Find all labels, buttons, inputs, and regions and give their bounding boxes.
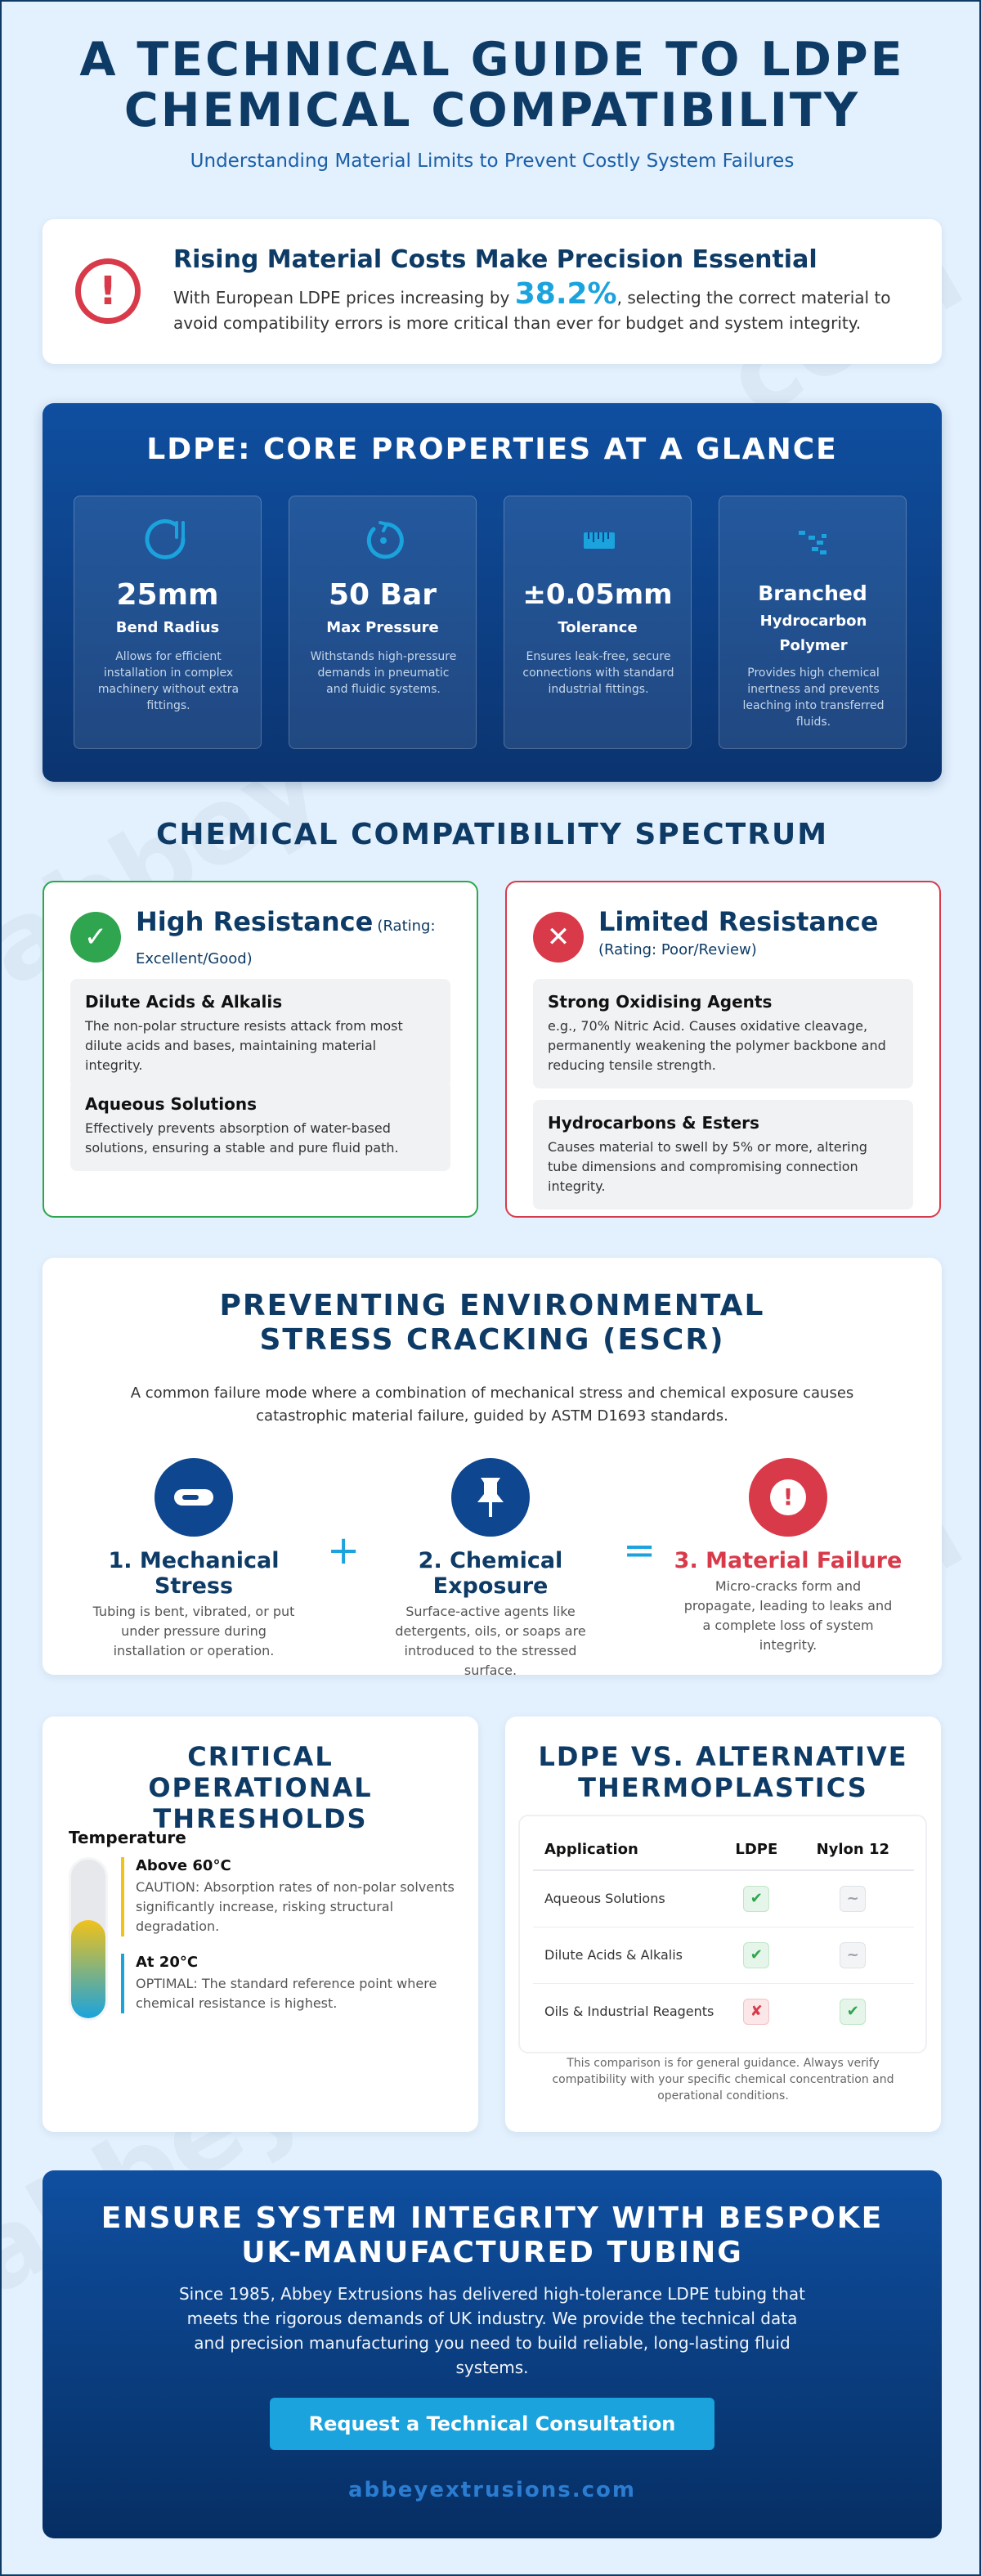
threshold-text: OPTIMAL: The standard reference point where chemical resistance is highest.	[136, 1976, 437, 2011]
x-circle-icon: ✕	[533, 912, 584, 963]
limited-resistance-heading	[598, 905, 925, 959]
comparison-table-container	[518, 1815, 927, 2053]
check-badge-icon: ✔	[743, 1886, 769, 1912]
escr-title: PREVENTING ENVIRONMENTAL STRESS CRACKING (ESCR)	[219, 1289, 765, 1357]
request-consultation-button[interactable]: Request a Technical Consultation	[270, 2398, 714, 2450]
high-resistance-rating: (Rating: Excellent/Good)	[136, 918, 436, 967]
price-alert-card	[43, 219, 942, 364]
escr-step-chemical-exposure	[368, 1458, 613, 1681]
ldpe-cell	[721, 1870, 792, 1927]
thresholds-panel	[43, 1717, 478, 2132]
property-label: Bend Radius	[115, 619, 220, 636]
property-value: ±0.05mm	[522, 578, 673, 611]
threshold-text: CAUTION: Absorption rates of non-polar solvents significantly increase, risking structural degradation.	[136, 1879, 455, 1934]
pressure-icon	[359, 516, 408, 565]
bend-icon	[144, 516, 193, 565]
property-label: Max Pressure	[326, 619, 439, 636]
property-card-tolerance	[504, 496, 692, 749]
ldpe-cell	[721, 1927, 792, 1983]
thresholds-title: CRITICAL OPERATIONAL THRESHOLDS	[148, 1741, 373, 1834]
list-item	[70, 979, 450, 1088]
comparison-panel	[505, 1717, 941, 2132]
threshold-title: Above 60°C	[136, 1857, 231, 1874]
step-description: Surface-active agents like detergents, oils, or soaps are introduced to the stressed surface.	[395, 1604, 586, 1678]
website-link[interactable]: abbeyextrusions.com	[348, 2478, 636, 2502]
alert-title: Rising Material Costs Make Precision Essential	[173, 245, 818, 274]
high-resistance-heading	[136, 905, 463, 976]
property-card-bend-radius	[74, 496, 262, 749]
nylon-cell	[792, 1983, 914, 2040]
item-text: Effectively prevents absorption of water-based solutions, ensuring a stable and pure fluid path.	[85, 1120, 399, 1156]
nylon-cell	[792, 1870, 914, 1927]
application-cell: Aqueous Solutions	[533, 1870, 721, 1927]
cta-text: Since 1985, Abbey Extrusions has delivered high-tolerance LDPE tubing that meets the rigorous demands of UK industry. We provide the technical data and precision manufacturing you need to build reliable, long-lasting fluid systems.	[178, 2284, 806, 2377]
table-row	[533, 1927, 914, 1983]
application-cell: Dilute Acids & Alkalis	[533, 1927, 721, 1983]
item-text: The non-polar structure resists attack from most dilute acids and bases, maintaining material integrity.	[85, 1018, 403, 1073]
escr-panel	[43, 1258, 942, 1678]
core-properties-panel	[43, 403, 942, 782]
molecule-icon	[789, 516, 838, 565]
plus-operator: +	[327, 1528, 361, 1573]
cross-badge-icon: ✘	[743, 1999, 769, 2025]
tilde-badge-icon: ~	[840, 1942, 866, 1968]
item-text: Causes material to swell by 5% or more, altering tube dimensions and compromising connection integrity.	[548, 1139, 867, 1194]
step-title: 3. Material Failure	[674, 1548, 903, 1573]
item-title: Strong Oxidising Agents	[548, 992, 773, 1012]
core-properties-title: LDPE: CORE PROPERTIES AT A GLANCE	[146, 433, 838, 466]
property-description: Ensures leak-free, secure connections with standard industrial fittings.	[522, 650, 674, 696]
nylon-cell	[792, 1927, 914, 1983]
table-header-row	[533, 1829, 914, 1870]
alert-text-before: With European LDPE prices increasing by	[173, 288, 515, 307]
comparison-title: LDPE VS. ALTERNATIVE THERMOPLASTICS	[538, 1741, 908, 1803]
column-header: Application	[533, 1829, 721, 1870]
page-title: A TECHNICAL GUIDE TO LDPE CHEMICAL COMPATIBILITY	[79, 33, 905, 137]
stress-icon	[155, 1458, 233, 1537]
check-badge-icon: ✔	[840, 1999, 866, 2025]
item-title: Dilute Acids & Alkalis	[85, 992, 283, 1012]
item-text: e.g., 70% Nitric Acid. Causes oxidative cleavage, permanently weakening the polymer backbone and reducing tensile strength.	[548, 1018, 886, 1073]
list-item	[533, 979, 913, 1088]
column-header: LDPE	[721, 1829, 792, 1870]
comparison-table	[533, 1829, 914, 2040]
table-row	[533, 1983, 914, 2040]
escr-description: A common failure mode where a combination of mechanical stress and chemical exposure causes catastrophic material failure, guided by ASTM D1693 standards.	[130, 1384, 854, 1425]
list-item	[533, 1100, 913, 1209]
step-title: 1. Mechanical Stress	[108, 1548, 280, 1599]
property-label: Tolerance	[558, 619, 638, 636]
property-description: Provides high chemical inertness and prevents leaching into transferred fluids.	[742, 666, 885, 729]
step-description: Micro-cracks form and propagate, leading to leaks and a complete loss of system integrity.	[683, 1578, 893, 1653]
comparison-note: This comparison is for general guidance. Always verify compatibility with your specific chemical concentration and operational conditions.	[552, 2057, 894, 2103]
step-title: 2. Chemical Exposure	[418, 1548, 563, 1599]
thermometer-icon	[69, 1857, 108, 2021]
limited-resistance-title: Limited Resistance	[598, 906, 879, 937]
step-description: Tubing is bent, vibrated, or put under pressure during installation or operation.	[92, 1604, 295, 1658]
threshold-at-20	[121, 1954, 456, 2013]
check-badge-icon: ✔	[743, 1942, 769, 1968]
tilde-badge-icon: ~	[840, 1886, 866, 1912]
property-value: Branched	[758, 581, 867, 605]
list-item	[70, 1081, 450, 1171]
alert-text	[173, 277, 909, 336]
property-card-polymer	[719, 496, 907, 749]
header	[2, 34, 981, 172]
property-description: Withstands high-pressure demands in pneumatic and fluidic systems.	[310, 650, 457, 696]
item-title: Hydrocarbons & Esters	[548, 1113, 759, 1133]
alert-text-after: , selecting the correct material to avoid compatibility errors is more critical than ever for budget and system integrity.	[173, 288, 891, 333]
ldpe-cell	[721, 1983, 792, 2040]
warning-circle-icon: !	[749, 1458, 827, 1537]
price-increase-percent: 38.2%	[514, 277, 617, 311]
property-card-max-pressure	[289, 496, 477, 749]
page-subtitle: Understanding Material Limits to Prevent Costly System Failures	[190, 150, 795, 172]
cta-title: ENSURE SYSTEM INTEGRITY WITH BESPOKE UK-MANUFACTURED TUBING	[101, 2201, 884, 2269]
exclamation-circle-icon: !	[75, 258, 141, 324]
threshold-above-60	[121, 1857, 456, 1936]
push-pin-icon	[451, 1458, 530, 1537]
temperature-label: Temperature	[69, 1828, 186, 1847]
limited-resistance-card	[505, 881, 941, 1218]
item-title: Aqueous Solutions	[85, 1094, 257, 1114]
column-header: Nylon 12	[792, 1829, 914, 1870]
limited-resistance-rating: (Rating: Poor/Review)	[598, 941, 757, 958]
property-value: 50 Bar	[328, 578, 437, 612]
high-resistance-card	[43, 881, 478, 1218]
property-value: 25mm	[116, 578, 219, 612]
property-description: Allows for efficient installation in complex machinery without extra fittings.	[97, 650, 240, 712]
high-resistance-title: High Resistance	[136, 906, 374, 937]
application-cell: Oils & Industrial Reagents	[544, 2004, 714, 2020]
escr-step-material-failure	[665, 1458, 911, 1655]
equals-operator: =	[623, 1528, 656, 1573]
check-circle-icon: ✓	[70, 912, 121, 963]
property-label: Hydrocarbon Polymer	[759, 613, 867, 654]
table-row	[533, 1870, 914, 1927]
cta-panel	[43, 2170, 942, 2538]
escr-step-mechanical-stress	[71, 1458, 316, 1661]
spectrum-title: CHEMICAL COMPATIBILITY SPECTRUM	[155, 818, 829, 851]
ruler-icon	[574, 516, 623, 565]
threshold-title: At 20°C	[136, 1954, 199, 1971]
